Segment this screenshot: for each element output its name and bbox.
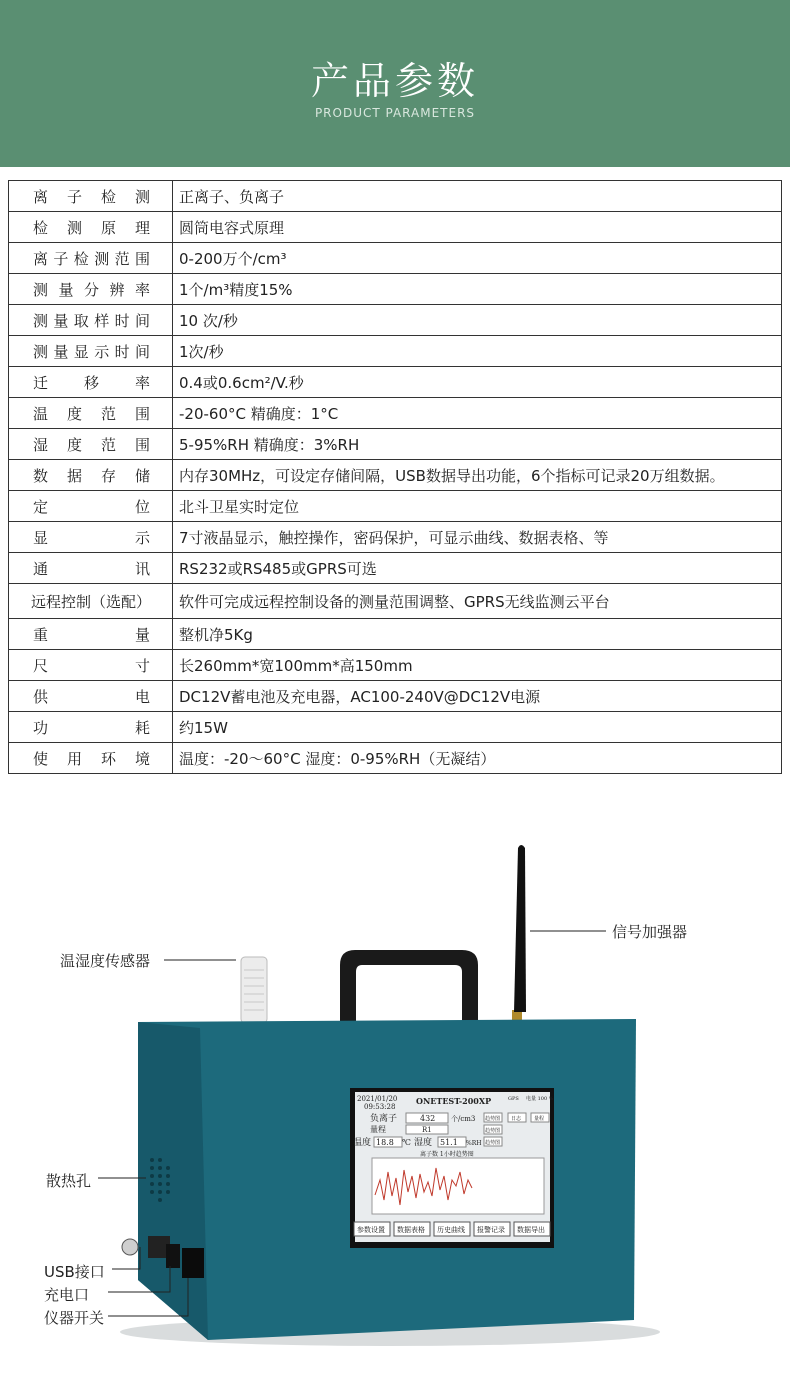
spec-row (9, 336, 782, 367)
screen-btn-c[interactable]: 量程 (534, 1116, 545, 1122)
spec-row (9, 619, 782, 650)
spec-label: 远程控制（选配） (9, 584, 173, 619)
spec-value: 0.4或0.6cm²/V.秒 (173, 367, 782, 398)
spec-value: 正离子、负离子 (173, 181, 782, 212)
spec-label: 定位 (9, 491, 173, 522)
temp-humidity-sensor (241, 957, 267, 1023)
callout-antenna: 信号加强器 (612, 923, 688, 941)
product-photo (0, 800, 790, 1388)
screen-neg-value: 432 (420, 1114, 436, 1123)
screen-range-value: R1 (422, 1126, 432, 1134)
screen-status: GPS (508, 1096, 519, 1102)
spec-value: 圆筒电容式原理 (173, 212, 782, 243)
spec-label: 检测原理 (9, 212, 173, 243)
spec-value: 5-95%RH 精确度：3%RH (173, 429, 782, 460)
spec-label: 离子检测范围 (9, 243, 173, 274)
screen-menu-label: 参数设置 (357, 1226, 385, 1234)
spec-value: -20-60°C 精确度：1°C (173, 398, 782, 429)
spec-row (9, 305, 782, 336)
screen-neg-label: 负离子 (370, 1114, 398, 1124)
spec-row (9, 367, 782, 398)
screen-date: 2021/01/20 (357, 1095, 398, 1103)
spec-row (9, 584, 782, 619)
spec-value: 北斗卫星实时定位 (173, 491, 782, 522)
handle (340, 950, 478, 1025)
screen-btn-b[interactable]: 日志 (511, 1116, 522, 1122)
antenna (514, 845, 526, 1012)
page-subtitle: PRODUCT PARAMETERS (314, 106, 476, 120)
spec-value: 内存30MHz，可设定存储间隔，USB数据导出功能，6个指标可记录20万组数据。 (173, 460, 782, 491)
spec-label: 温度范围 (9, 398, 173, 429)
spec-row (9, 553, 782, 584)
spec-value: 0-200万个/cm³ (173, 243, 782, 274)
spec-label: 重量 (9, 619, 173, 650)
screen-menu-label: 历史曲线 (437, 1226, 465, 1234)
callout-vent: 散热孔 (46, 1172, 92, 1190)
spec-label: 离子检测 (9, 181, 173, 212)
spec-row (9, 650, 782, 681)
spec-label: 测量显示时间 (9, 336, 173, 367)
screen-hum-label: 湿度 (414, 1138, 433, 1148)
screen-temp-label: 温度 (353, 1138, 372, 1148)
screen-hum-unit: %RH (466, 1140, 482, 1147)
spec-label: 测量取样时间 (9, 305, 173, 336)
spec-row (9, 712, 782, 743)
spec-value: DC12V蓄电池及充电器，AC100-240V@DC12V电源 (173, 681, 782, 712)
spec-label: 使用环境 (9, 743, 173, 774)
spec-row (9, 398, 782, 429)
spec-value: 10 次/秒 (173, 305, 782, 336)
spec-value: 7寸液晶显示，触控操作，密码保护，可显示曲线、数据表格、等 (173, 522, 782, 553)
screen-chart (372, 1158, 544, 1214)
spec-row (9, 522, 782, 553)
screen-chart-title: 离子数 1小时趋势图 (420, 1151, 474, 1158)
screen-menu-label: 数据导出 (517, 1226, 545, 1234)
spec-value: 1次/秒 (173, 336, 782, 367)
spec-label: 迁移率 (9, 367, 173, 398)
spec-row (9, 212, 782, 243)
spec-label: 通讯 (9, 553, 173, 584)
page-title: 产品参数 (310, 59, 479, 103)
spec-row (9, 429, 782, 460)
screen-btn-e[interactable]: 趋势图 (485, 1140, 501, 1146)
header-banner (0, 0, 790, 167)
port-connector (122, 1239, 138, 1255)
spec-label: 数据存储 (9, 460, 173, 491)
callout-usb: USB接口 (44, 1263, 105, 1281)
spec-label: 显示 (9, 522, 173, 553)
spec-label: 测量分辨率 (9, 274, 173, 305)
spec-row (9, 743, 782, 774)
power-switch (182, 1248, 204, 1278)
screen-neg-unit: 个/cm3 (451, 1115, 476, 1123)
spec-value: 温度：-20～60°C 湿度：0-95%RH（无凝结） (173, 743, 782, 774)
screen-btn-a[interactable]: 趋势图 (485, 1116, 501, 1122)
spec-value: 整机净5Kg (173, 619, 782, 650)
spec-row (9, 491, 782, 522)
callout-charge: 充电口 (44, 1286, 90, 1304)
screen-btn-d[interactable]: 趋势图 (485, 1128, 501, 1134)
screen-time: 09:53:28 (364, 1103, 396, 1111)
spec-label: 尺寸 (9, 650, 173, 681)
spec-label: 功耗 (9, 712, 173, 743)
spec-value: 约15W (173, 712, 782, 743)
callout-sensor: 温湿度传感器 (60, 952, 151, 970)
screen-model: ONETEST-200XP (416, 1096, 492, 1106)
screen-range-label: 量程 (370, 1125, 386, 1134)
spec-value: 长260mm*宽100mm*高150mm (173, 650, 782, 681)
screen-battery: 电量 100 % (526, 1096, 554, 1102)
spec-value: 1个/m³精度15% (173, 274, 782, 305)
spec-row (9, 460, 782, 491)
spec-row (9, 181, 782, 212)
spec-row (9, 274, 782, 305)
spec-value: 软件可完成远程控制设备的测量范围调整、GPRS无线监测云平台 (173, 584, 782, 619)
spec-label: 湿度范围 (9, 429, 173, 460)
spec-table (8, 180, 782, 774)
charge-port (166, 1244, 180, 1268)
screen-temp-unit: ℃ (402, 1138, 411, 1147)
screen-menu-label: 报警记录 (477, 1226, 505, 1234)
screen-menu-label: 数据表格 (397, 1226, 425, 1234)
spec-row (9, 681, 782, 712)
spec-value: RS232或RS485或GPRS可选 (173, 553, 782, 584)
screen-temp-value: 18.8 (376, 1138, 394, 1147)
callout-power: 仪器开关 (44, 1309, 105, 1327)
spec-row (9, 243, 782, 274)
screen-hum-value: 51.1 (440, 1138, 458, 1147)
spec-label: 供电 (9, 681, 173, 712)
